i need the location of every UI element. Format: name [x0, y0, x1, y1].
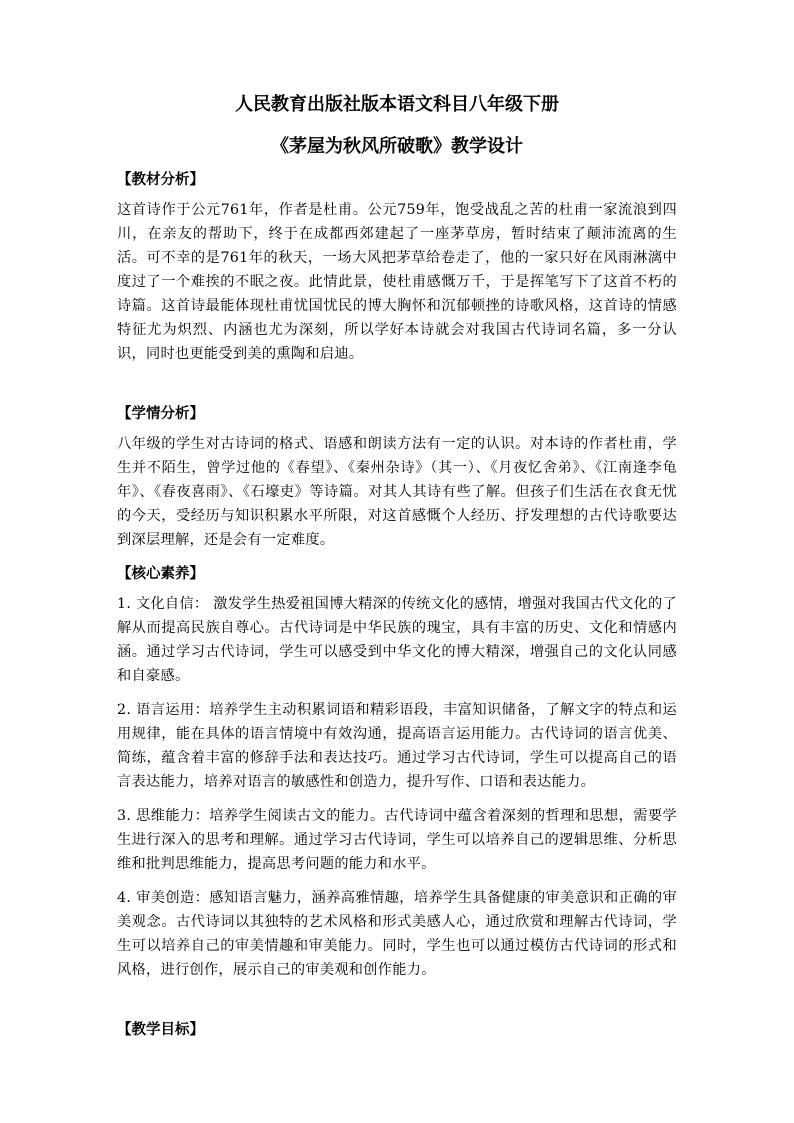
- core-literacy-item-thinking-ability: 3. 思维能力：培养学生阅读古文的能力。古代诗词中蕴含着深刻的哲理和思想，需要学生进行深入的思考和理解。通过学习古代诗词，学生可以培养自己的逻辑思维、分析思维和批判思维能力，提高思考问题的能力和水平。: [117, 808, 677, 872]
- document-title: 人民教育出版社版本语文科目八年级下册: [235, 94, 559, 115]
- section-heading-student-analysis: 【学情分析】: [117, 405, 204, 422]
- document-subtitle: 《茅屋为秋风所破歌》教学设计: [271, 136, 523, 157]
- textbook-analysis-paragraph: 这首诗作于公元761年，作者是杜甫。公元759年，饱受战乱之苦的杜甫一家流浪到四川，在亲友的帮助下，终于在成都西郊建起了一座茅草房，暂时结束了颠沛流离的生活。可不幸的是761年的秋天，一场大风把茅草给卷走了，他的一家只好在风雨淋漓中度过了一个难挨的不眠之夜。此情此景，使杜甫感慨万千，于是挥笔写下了这首不朽的诗篇。这首诗最能体现杜甫忧国忧民的博大胸怀和沉郁顿挫的诗歌风格，这首诗的情感特征尤为炽烈、内涵也尤为深刻，所以学好本诗就会对我国古代诗词名篇，多一分认识，同时也更能受到美的熏陶和启迪。: [117, 202, 677, 362]
- core-literacy-item-language-use: 2. 语言运用：培养学生主动积累词语和精彩语段，丰富知识储备，了解文字的特点和运用规律，能在具体的语言情境中有效沟通，提高语言运用能力。古代诗词的语言优美、简练，蕴含着丰富的修辞手法和表达技巧。通过学习古代诗词，学生可以提高自己的语言表达能力，培养对语言的敏感性和创造力，提升写作、口语和表达能力。: [117, 702, 677, 790]
- section-heading-textbook-analysis: 【教材分析】: [117, 171, 204, 188]
- core-literacy-item-aesthetic-creation: 4. 审美创造：感知语言魅力，涵养高雅情趣，培养学生具备健康的审美意识和正确的审美观念。古代诗词以其独特的艺术风格和形式美感人心，通过欣赏和理解古代诗词，学生可以培养自己的审美情趣和审美能力。同时，学生也可以通过模仿古代诗词的形式和风格，进行创作，展示自己的审美观和创作能力。: [117, 890, 677, 978]
- student-analysis-paragraph: 八年级的学生对古诗词的格式、语感和朗读方法有一定的认识。对本诗的作者杜甫，学生并不陌生，曾学过他的《春望》、《秦州杂诗》（其一）、《月夜忆舍弟》、《江南逢李龟年》、《春夜喜雨》、《石壕吏》等诗篇。对其人其诗有些了解。但孩子们生活在衣食无忧的今天，受经历与知识积累水平所限，对这首感慨个人经历、抒发理想的古代诗歌要达到深层理解，还是会有一定难度。: [117, 436, 677, 548]
- section-heading-core-literacy: 【核心素养】: [117, 565, 204, 582]
- core-literacy-item-cultural-confidence: 1. 文化自信： 激发学生热爱祖国博大精深的传统文化的感情，增强对我国古代文化的了解从而提高民族自尊心。古代诗词是中华民族的瑰宝，具有丰富的历史、文化和情感内涵。通过学习古代诗词，学生可以感受到中华文化的博大精深，增强自己的文化认同感和自豪感。: [117, 596, 677, 684]
- document-page: [117, 92, 677, 1042]
- section-heading-teaching-goals: 【教学目标】: [117, 1021, 204, 1038]
